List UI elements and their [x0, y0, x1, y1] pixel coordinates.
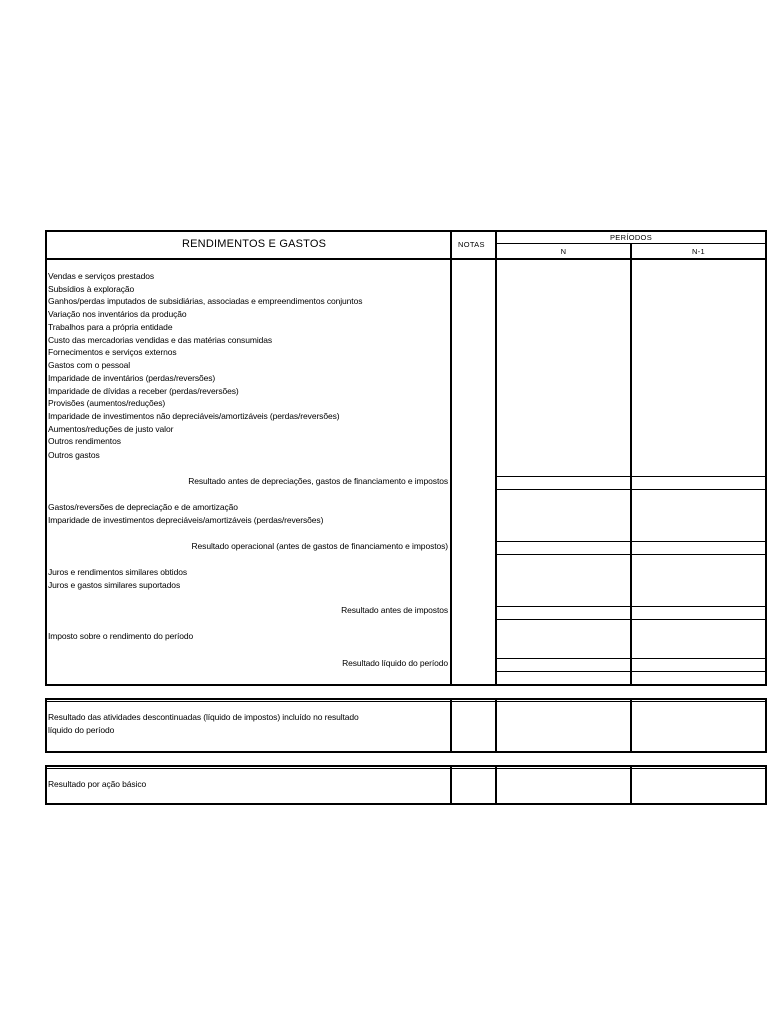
line-item: Trabalhos para a própria entidade: [48, 322, 173, 332]
line-item: Gastos com o pessoal: [48, 360, 131, 370]
line-item: Gastos/reversões de depreciação e de amortização: [48, 502, 238, 512]
col-sep-notas: [495, 231, 497, 685]
line-item: Ganhos/perdas imputados de subsidiárias, associadas e empreendimentos conjuntos: [48, 296, 363, 306]
subtotal-operating: Resultado operacional (antes de gastos de financiamento e impostos): [191, 541, 448, 551]
periodos-header: PERÍODOS: [610, 233, 652, 242]
discontinued-ops-label-2: líquido do período: [48, 725, 115, 735]
col-n-header: N: [560, 247, 567, 256]
line-item: Subsídios à exploração: [48, 284, 135, 294]
table2-top-inner: [46, 701, 766, 702]
subtotal-before-tax: Resultado antes de impostos: [341, 605, 448, 615]
subtotal-line: [496, 541, 766, 542]
line-item: Imparidade de dívidas a receber (perdas/reversões): [48, 386, 239, 396]
col-n1-header: N-1: [692, 247, 705, 256]
line-item: Aumentos/reduções de justo valor: [48, 424, 174, 434]
notas-header: NOTAS: [458, 240, 485, 249]
line-item: Outros gastos: [48, 450, 100, 460]
col-sep-desc: [450, 766, 452, 804]
col-sep-desc: [450, 231, 452, 685]
table3-top-inner: [46, 768, 766, 769]
line-item: Outros rendimentos: [48, 436, 121, 446]
col-sep-notas: [495, 699, 497, 752]
table-title: RENDIMENTOS E GASTOS: [182, 238, 327, 250]
subtotal-ebitda: Resultado antes de depreciações, gastos de financiamento e impostos: [188, 476, 448, 486]
eps-table: [45, 765, 767, 805]
subtotal-line: [496, 658, 766, 659]
line-item: Fornecimentos e serviços externos: [48, 347, 177, 357]
col-sep-n: [630, 766, 632, 804]
line-item: Variação nos inventários da produção: [48, 309, 187, 319]
line-item: Vendas e serviços prestados: [48, 271, 154, 281]
line-item: Imparidade de investimentos não depreciáveis/amortizáveis (perdas/reversões): [48, 411, 340, 421]
col-sep-desc: [450, 699, 452, 752]
subtotal-line: [496, 476, 766, 477]
subtotal-line: [496, 671, 766, 672]
eps-label: Resultado por ação básico: [48, 779, 147, 789]
col-sep-notas: [495, 766, 497, 804]
line-item: Provisões (aumentos/reduções): [48, 398, 166, 408]
subtotal-line: [496, 619, 766, 620]
line-item: Custo das mercadorias vendidas e das matérias consumidas: [48, 335, 273, 345]
subtotal-net-income: Resultado líquido do período: [342, 658, 448, 668]
subtotal-line: [496, 489, 766, 490]
subtotal-line: [496, 554, 766, 555]
subtotal-line: [496, 606, 766, 607]
line-item: Juros e rendimentos similares obtidos: [48, 567, 187, 577]
line-item: Imparidade de investimentos depreciáveis/amortizáveis (perdas/reversões): [48, 515, 324, 525]
periodos-divider: [496, 243, 766, 244]
header-divider: [46, 258, 766, 260]
line-item: Juros e gastos similares suportados: [48, 580, 181, 590]
discontinued-ops-table: [45, 698, 767, 753]
line-item: Imparidade de inventários (perdas/reversões): [48, 373, 216, 383]
col-sep-n: [630, 699, 632, 752]
line-item: Imposto sobre o rendimento do período: [48, 631, 194, 641]
discontinued-ops-label-1: Resultado das atividades descontinuadas (líquido de impostos) incluído no resultado: [48, 712, 359, 722]
